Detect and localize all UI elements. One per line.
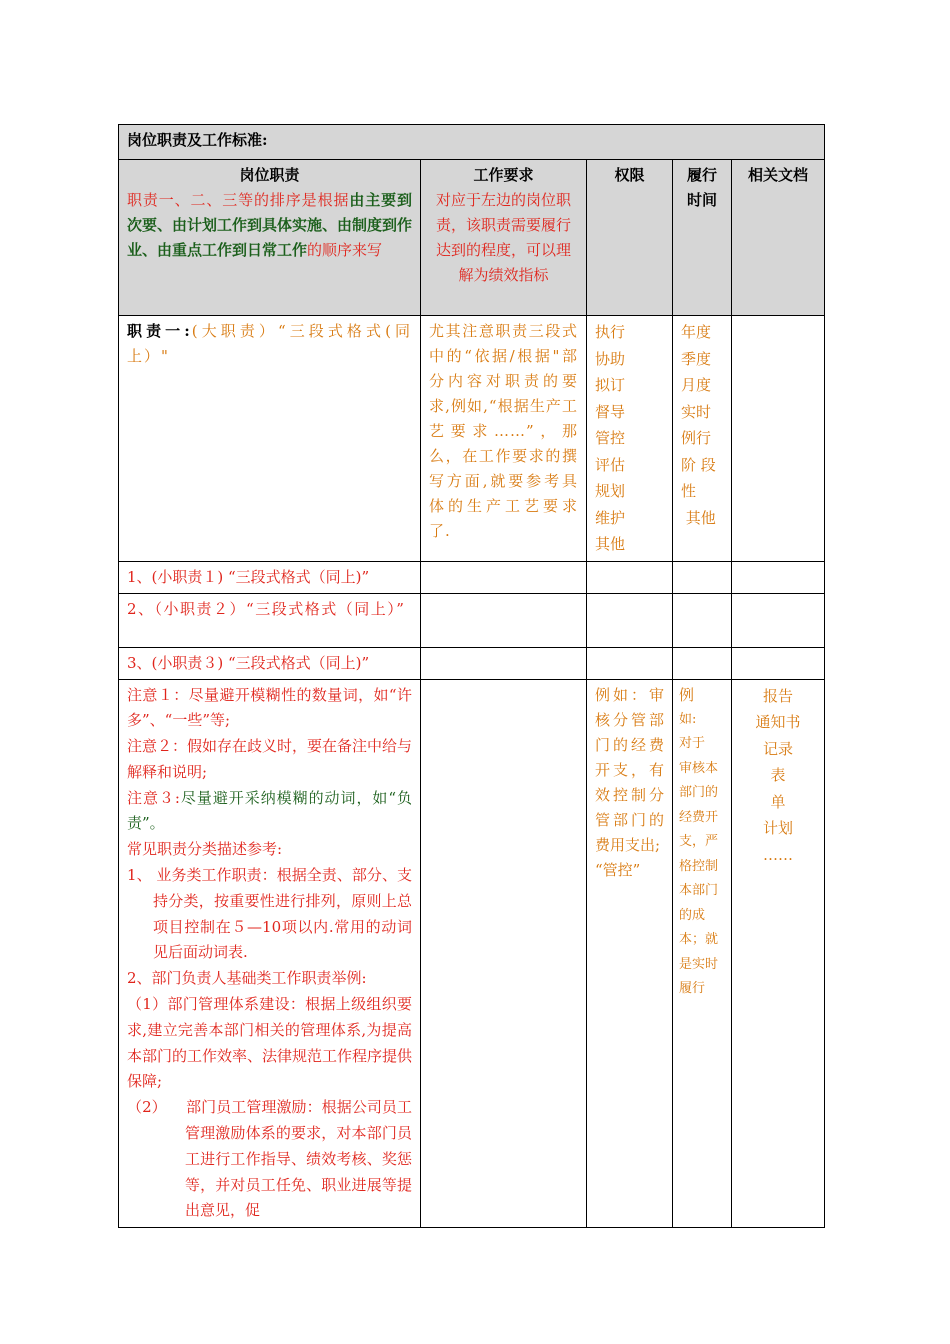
note-time-line: 部门的 — [679, 785, 719, 800]
header-duty-note-red1: 职责一、二、三等的排序是根据 — [127, 191, 350, 209]
empty-cell — [732, 561, 825, 593]
doc-item: 报告 — [763, 686, 794, 705]
header-docs: 相关文档 — [732, 160, 825, 316]
note-3-label: 注意３: — [127, 788, 180, 807]
note-time-line: 如: — [679, 711, 697, 727]
authority-item: 协助 — [595, 349, 626, 368]
header-time: 履行时间 — [673, 160, 732, 316]
time-item: 其他 — [681, 508, 716, 527]
ref-item-2-1: （1）部门管理体系建设：根据上级组织要求,建立完善本部门相关的管理体系,为提高本部门的工作效率、法律规范工作程序提供保障; — [127, 995, 413, 1091]
time-item: 年度 — [681, 323, 712, 341]
authority-item: 拟订 — [595, 376, 626, 394]
note-time-line: 履行 — [679, 981, 706, 996]
note-time-line: 是实时 — [679, 956, 719, 972]
table-title: 岗位职责及工作标准: — [119, 125, 825, 160]
note-time-line: 经费开 — [679, 809, 719, 825]
header-duty-cell — [119, 160, 421, 316]
header-duty: 岗位职责 — [239, 166, 300, 184]
note-time-line: 审核本 — [679, 760, 719, 776]
header-requirement-note: 对应于左边的岗位职责，该职责需要履行达到的程度，可以理解为绩效指标 — [435, 191, 571, 284]
sub-duty-2: 2、（小职责２）“三段式格式（同上）” — [119, 593, 421, 647]
empty-cell — [421, 593, 587, 647]
duty-one-authority — [587, 316, 673, 562]
empty-cell — [673, 561, 732, 593]
empty-cell — [421, 561, 587, 593]
duty-standards-table — [118, 124, 825, 1228]
header-duty-note-red2: 的顺序来写 — [307, 241, 383, 259]
authority-item: 规划 — [595, 482, 626, 500]
notes-cell — [119, 679, 421, 1228]
time-item: 例行 — [681, 429, 712, 447]
time-item: 月度 — [681, 376, 712, 394]
note-time-line: 本部门 — [679, 883, 719, 898]
authority-item: 维护 — [595, 508, 626, 527]
authority-item: 督导 — [595, 402, 626, 421]
empty-cell — [421, 679, 587, 1228]
doc-item: 单 — [770, 792, 786, 811]
authority-item: 评估 — [595, 455, 626, 474]
note-time-line: 本；就 — [679, 932, 719, 947]
note-2: 注意２：假如存在歧义时，要在备注中给与解释和说明; — [127, 737, 413, 781]
note-time-head: 例 — [679, 685, 695, 704]
duty-one-cell — [119, 316, 421, 562]
time-item: 季度 — [681, 349, 712, 368]
note-time-line: 支，严 — [679, 834, 719, 849]
doc-item: 计划 — [763, 819, 794, 837]
note-3 — [127, 786, 412, 838]
note-3-text: 尽量避开采纳模糊的动词，如“负责”。 — [127, 788, 412, 833]
time-item: 实时 — [681, 402, 712, 421]
header-requirement: 工作要求 — [473, 166, 534, 184]
header-duty-note-green: 由主要到次要、由计划工作到具体实施、由制度到作业、由重点工作到日常工作 — [127, 191, 413, 259]
header-authority: 权限 — [587, 160, 673, 316]
note-time-line: 的成 — [679, 907, 706, 923]
ref-title: 常见职责分类描述参考: — [127, 840, 283, 859]
empty-cell — [673, 593, 732, 647]
authority-item: 其他 — [595, 535, 626, 553]
authority-item: 管控 — [595, 429, 626, 447]
duty-one-docs — [732, 316, 825, 562]
empty-cell — [587, 561, 673, 593]
empty-cell — [587, 647, 673, 679]
note-time-line: 格控制 — [679, 858, 719, 874]
empty-cell — [732, 647, 825, 679]
time-item: 性 — [681, 482, 697, 500]
sub-duty-1: 1、(小职责１) “三段式格式（同上)” — [119, 561, 421, 593]
doc-item: …… — [763, 845, 794, 864]
header-requirement-cell — [421, 160, 587, 316]
note-authority-example: 例如：审核分管部门的经费开支，有效控制分管部门的费用支出; “管控” — [587, 679, 673, 1228]
duty-one-time — [673, 316, 732, 562]
time-item: 阶 段 — [681, 455, 716, 474]
empty-cell — [421, 647, 587, 679]
empty-cell — [732, 593, 825, 647]
authority-item: 执行 — [595, 323, 626, 341]
empty-cell — [673, 647, 732, 679]
duty-one-requirement: 尤其注意职责三段式中的“依据/根据"部分内容对职责的要求,例如,“根据生产工艺要求……”，那么，在工作要求的撰写方面,就要参考具体的生产工艺要求了. — [421, 316, 587, 562]
doc-item: 表 — [770, 766, 786, 784]
ref-item-1: 1、 业务类工作职责：根据全责、部分、支持分类，按重要性进行排列，原则上总项目控制在５—10项以内.常用的动词见后面动词表. — [127, 866, 412, 962]
empty-cell — [587, 593, 673, 647]
note-time-line: 对于 — [679, 736, 706, 751]
note-time-example — [673, 679, 732, 1228]
header-duty-note — [127, 188, 412, 263]
sub-duty-3: 3、(小职责３) “三段式格式（同上)” — [119, 647, 421, 679]
note-1: 注意１：尽量避开模糊性的数量词，如“许多”、“一些”等; — [127, 685, 412, 730]
note-docs-example — [732, 679, 825, 1228]
doc-item: 通知书 — [755, 713, 801, 731]
duty-one-text: (大职责）“三段式格式(同上）" — [127, 322, 413, 365]
duty-one-label: 职责一: — [127, 322, 192, 340]
doc-item: 记录 — [763, 739, 794, 758]
ref-item-2-2: （2） 部门员工管理激励：根据公司员工管理激励体系的要求，对本部门员工进行工作指导、绩效考核、奖惩等，并对员工任免、职业进展等提出意见，促 — [127, 1098, 412, 1220]
ref-item-2: 2、部门负责人基础类工作职责举例: — [127, 969, 367, 988]
